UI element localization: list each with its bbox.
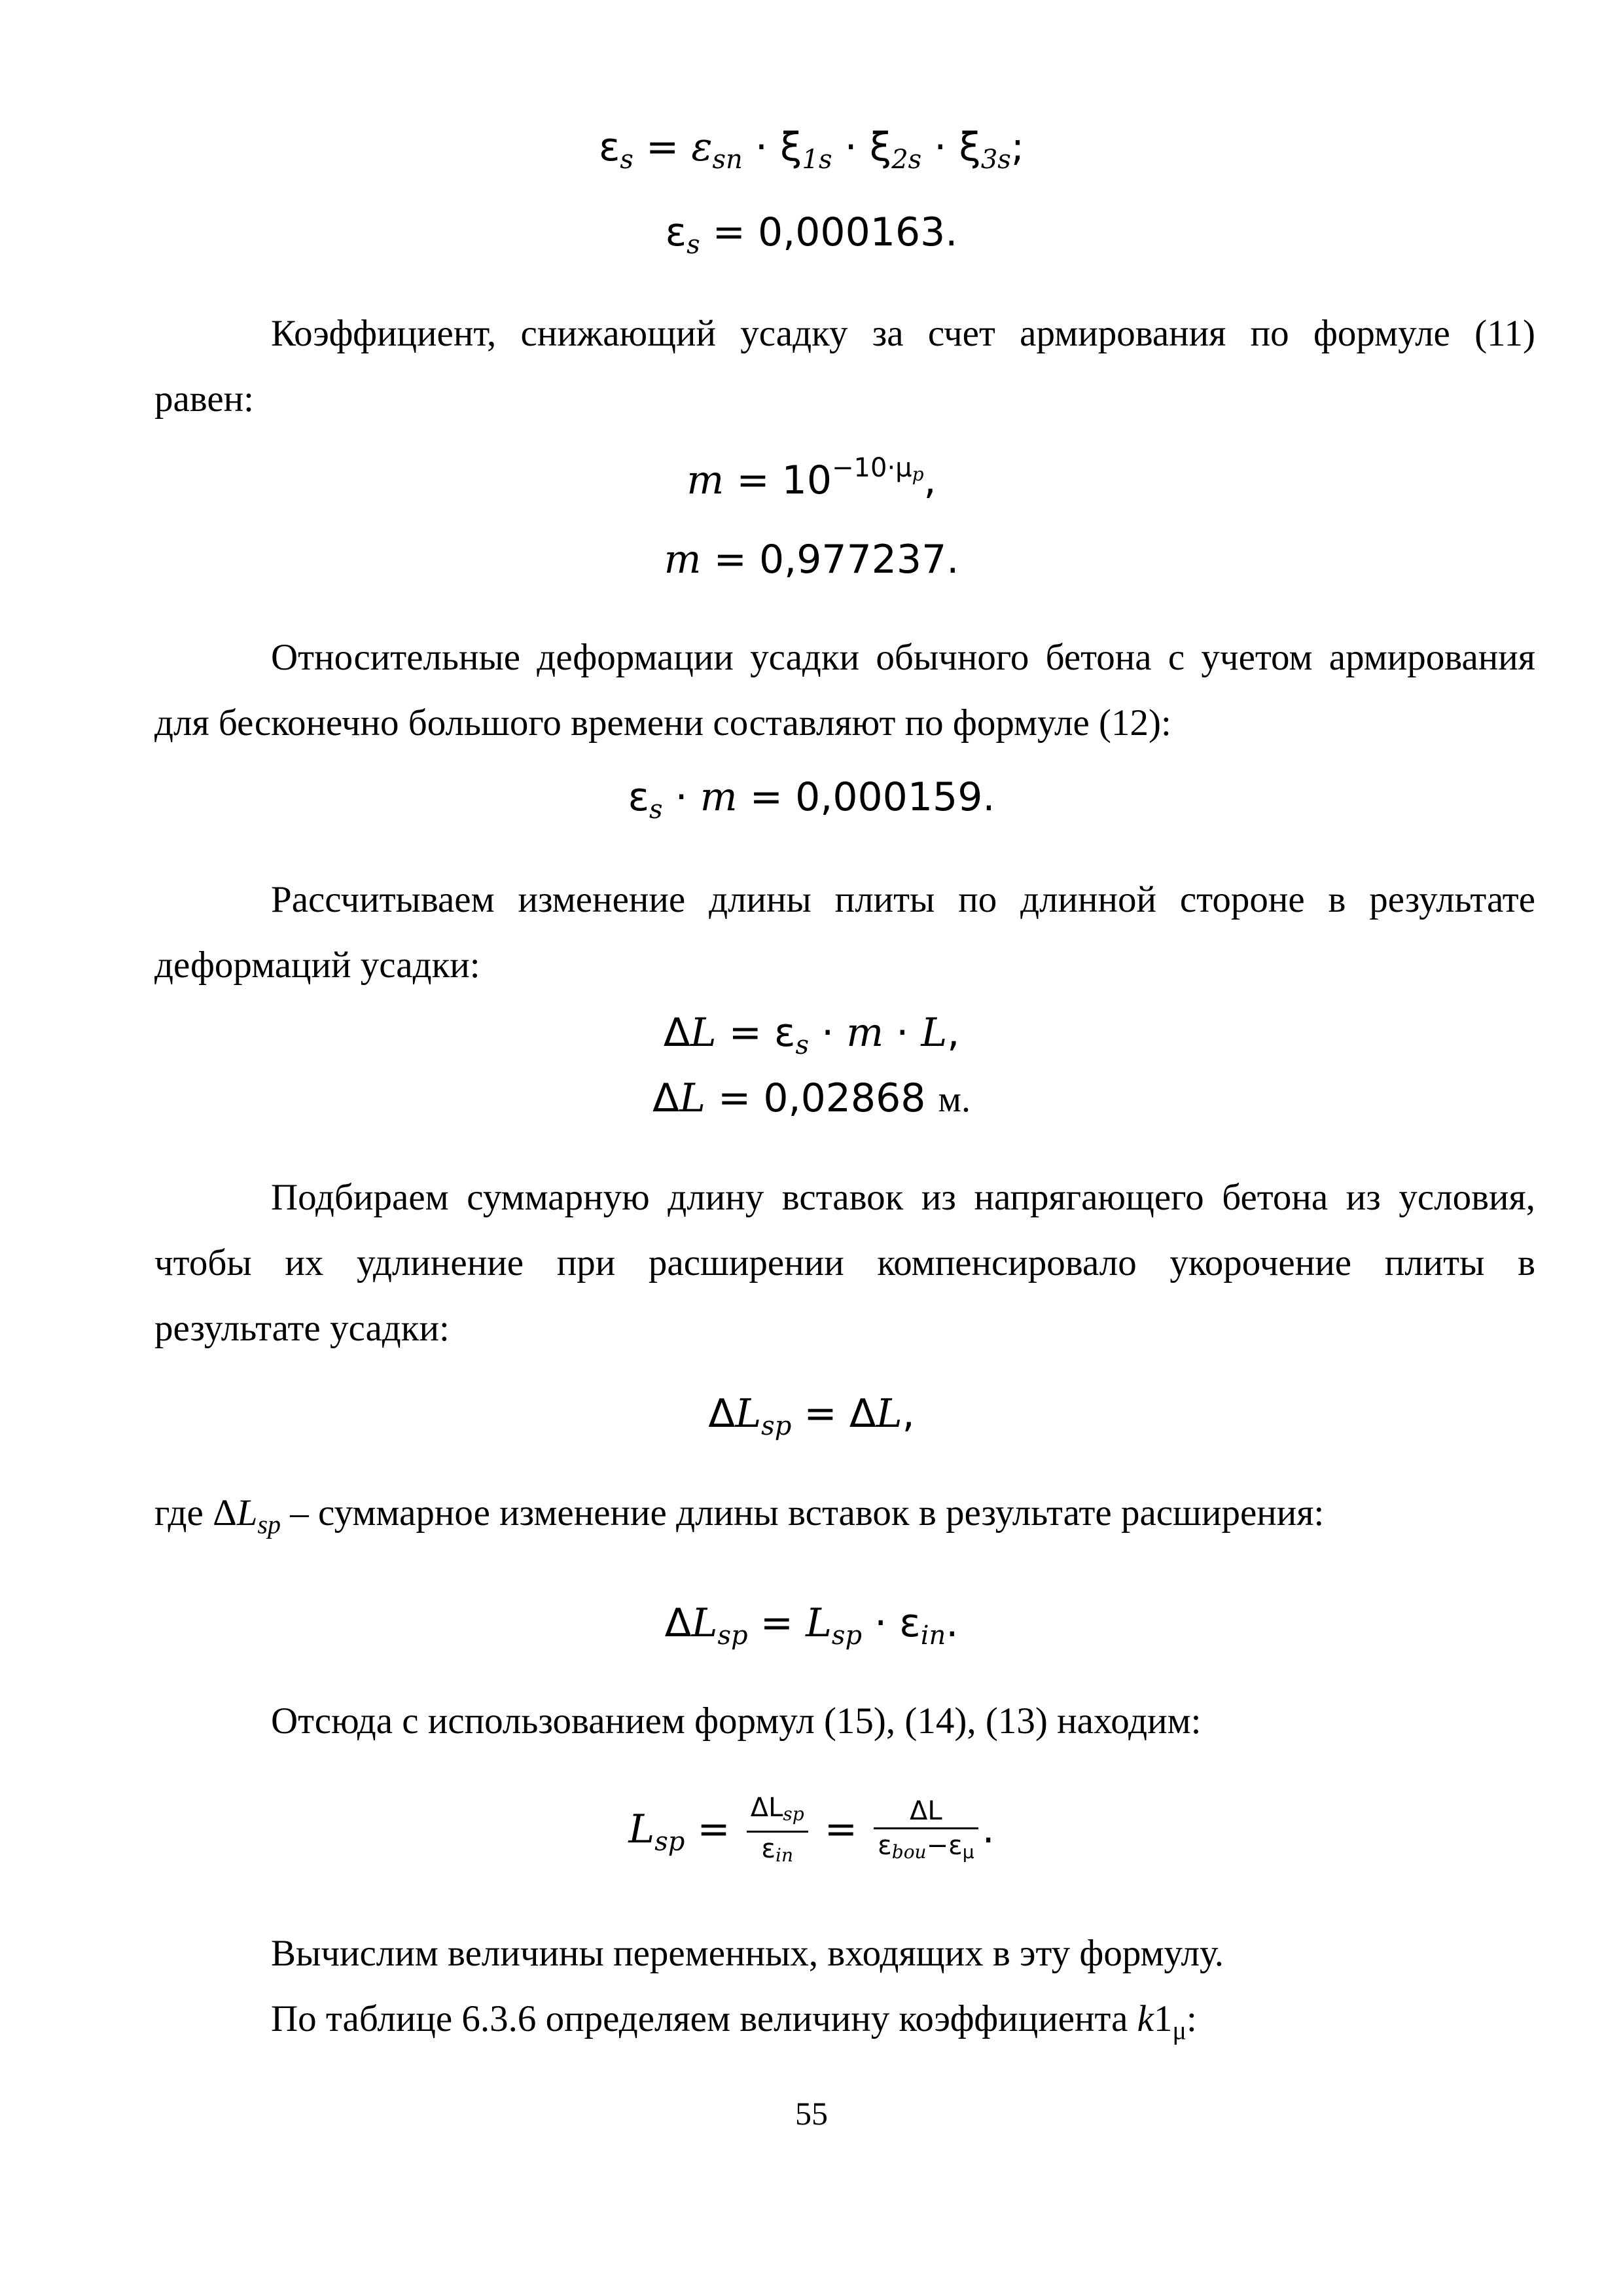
paragraph-line: Вычислим величины переменных, входящих в эту формулу.: [271, 1933, 1224, 1974]
paragraph-where: [154, 1480, 1535, 1557]
paragraph-insert-length: [154, 1165, 1535, 1361]
paragraph-line: Отсюда с использованием формул (15), (14), (13) находим:: [271, 1700, 1202, 1742]
paragraph-line: деформаций усадки:: [154, 944, 480, 986]
paragraph-line: Коэффициент, снижающий усадку за счет армирования по формуле (11): [271, 313, 1535, 354]
paragraph-coefficient: [154, 301, 1535, 432]
equation-delta-lsp: $\Delta L_{sp} = \Delta L$,: [708, 1391, 915, 1441]
page-number: 55: [795, 2095, 828, 2132]
equation-delta-l-value: ΔL = 0,02868 м.: [652, 1075, 971, 1121]
paragraph-line: результате усадки:: [154, 1308, 450, 1349]
paragraph-line: чтобы их удлинение при расширении компенсировало укорочение плиты в: [154, 1242, 1535, 1283]
equation-lsp-fraction: $L_{sp}$ = $\frac{\Delta L_{sp}}{\varepsilon_{in}}$ = $\frac{\Delta L}{\varepsilon_{bou}-\varepsilon_\mu}$ .: [0, 1790, 1623, 1881]
equation-m: $m = 10^{-10\cdot\mu_p}$,: [687, 453, 936, 503]
equation-eps-s-value: $\varepsilon_s = 0,000163$.: [665, 209, 958, 260]
equation-m-value: m = 0,977237.: [664, 537, 959, 583]
paragraph-line: Рассчитываем изменение длины плиты по длинной стороне в результате: [271, 879, 1535, 920]
equation-eps-m: $\varepsilon_s \cdot m = 0,000159$.: [628, 774, 995, 825]
fraction-delta-lsp-over-eps-in: $\frac{\Delta L_{sp}}{\varepsilon_{in}}$: [747, 1791, 808, 1872]
equation-eps-s: $\varepsilon_s = \varepsilon_{sn} \cdot \xi_{1s} \cdot \xi_{2s} \cdot \xi_{3s}$;: [598, 124, 1025, 175]
paragraph-calculate: [154, 1921, 1535, 2063]
paragraph-line: где $\Delta L_{sp}$ – суммарное изменение длины вставок в результате расширения:: [154, 1492, 1325, 1539]
paragraph-line: для бесконечно большого времени составляют по формуле (12):: [154, 702, 1171, 744]
paragraph-line: Относительные деформации усадки обычного бетона с учетом армирования: [271, 637, 1535, 678]
paragraph-line: Подбираем суммарную длину вставок из напрягающего бетона из условия,: [271, 1177, 1535, 1218]
equation-delta-l: $\Delta L = \varepsilon_s \cdot m \cdot L$,: [663, 1010, 960, 1060]
paragraph-length-change: [154, 867, 1535, 998]
fraction-delta-l-over-eps-diff: $\frac{\Delta L}{\varepsilon_{bou}-\varepsilon_\mu}$: [874, 1795, 978, 1869]
paragraph-line: По таблице 6.3.6 определяем величину коэффициента $k1_\mu$:: [271, 1998, 1197, 2045]
equation-delta-lsp-expanded: $\Delta L_{sp} = L_{sp} \cdot \varepsilon_{in}$.: [664, 1600, 959, 1651]
paragraph-relative-deformations: [154, 625, 1535, 756]
paragraph-line: равен:: [154, 378, 255, 420]
paragraph-hence: [154, 1689, 1535, 1754]
